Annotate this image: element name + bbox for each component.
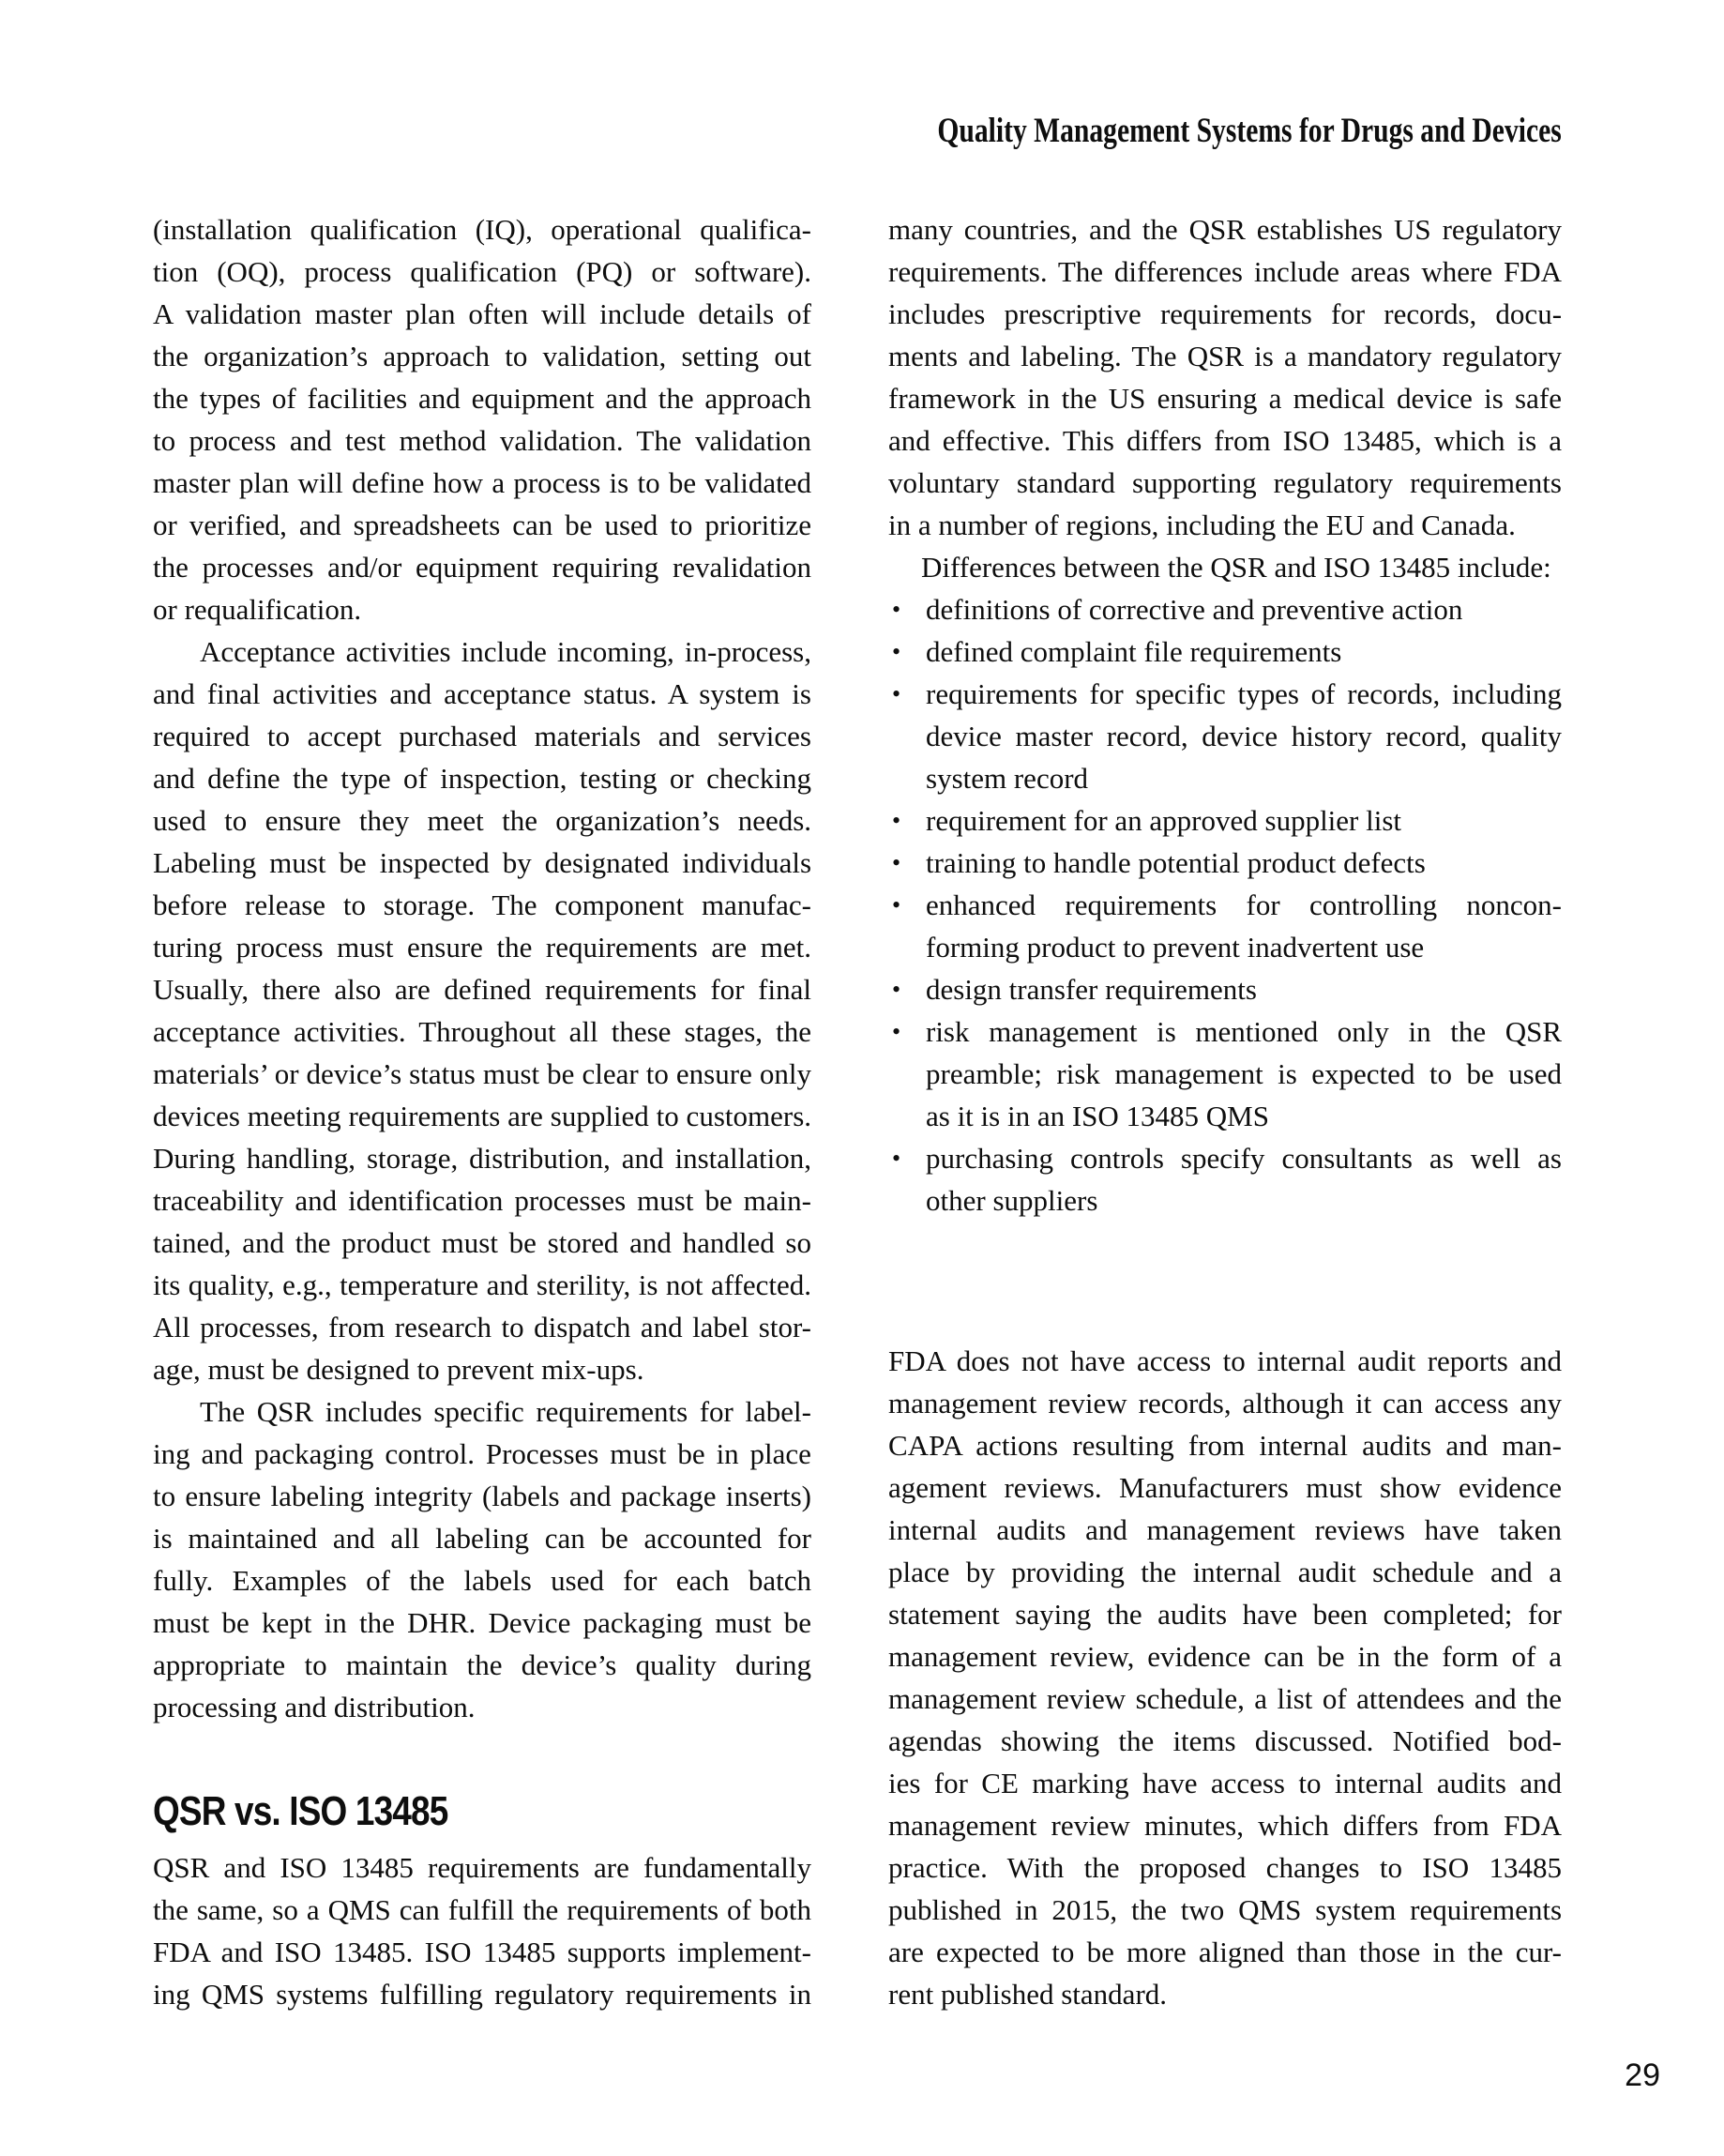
text-line <box>153 1348 811 1390</box>
text-line-content: Acceptance activities include incoming, in-process, <box>200 635 811 668</box>
text-line <box>153 504 811 546</box>
text-line <box>888 1678 1562 1720</box>
text-line-content: system record <box>926 762 1089 795</box>
text-line <box>888 1551 1562 1593</box>
text-line <box>888 1424 1562 1466</box>
bullet-item <box>888 799 1562 842</box>
text-line <box>888 1466 1562 1509</box>
text-line <box>153 588 811 630</box>
text-line-content: CAPA actions resulting from internal audits and man- <box>888 1429 1562 1462</box>
text-line <box>153 1973 811 2015</box>
text-line <box>926 1095 1562 1137</box>
text-line-content: A validation master plan often will include details of <box>153 297 811 330</box>
section-heading <box>153 1790 811 1833</box>
text-line-content: internal audits and management reviews have taken <box>888 1513 1562 1546</box>
text-line-content: devices meeting requirements are supplied to customers. <box>153 1100 812 1132</box>
text-line-content: management review records, although it can access any <box>888 1387 1562 1420</box>
text-line <box>888 1509 1562 1551</box>
text-line-content: are expected to be more aligned than those in the cur- <box>888 1936 1562 1968</box>
text-line <box>153 1475 811 1517</box>
text-line <box>153 208 811 251</box>
text-line <box>926 630 1562 673</box>
text-line-content: and final activities and acceptance status. A system is <box>153 677 811 710</box>
text-line-content: required to accept purchased materials and services <box>153 720 811 752</box>
text-line-content: purchasing controls specify consultants as well as <box>926 1142 1562 1175</box>
text-line <box>926 799 1562 842</box>
text-line-content: management review schedule, a list of attendees and the <box>888 1682 1562 1715</box>
text-line-content: appropriate to maintain the device’s quality during <box>153 1648 812 1681</box>
text-line-content: agement reviews. Manufacturers must show evidence <box>888 1471 1562 1504</box>
section-heading-text: QSR vs. ISO 13485 <box>153 1788 448 1834</box>
text-line <box>153 799 811 842</box>
text-line <box>926 1179 1562 1222</box>
bullet-item <box>888 673 1562 799</box>
text-line <box>926 1053 1562 1095</box>
text-line-content: management review, evidence can be in the form of a <box>888 1640 1562 1673</box>
text-line <box>926 884 1562 926</box>
text-line-content: The QSR includes specific requirements for label- <box>200 1395 811 1428</box>
text-line-content: must be kept in the DHR. Device packaging must be <box>153 1606 811 1639</box>
text-line-content: FDA does not have access to internal audit reports and <box>888 1344 1563 1377</box>
bullet-icon: • <box>892 638 901 665</box>
text-line-content: many countries, and the QSR establishes US regulatory <box>888 213 1562 246</box>
text-line-content: rent published standard. <box>888 1978 1168 2011</box>
right-column <box>888 208 1562 2015</box>
paragraph <box>153 1846 811 2015</box>
page-number: 29 <box>1625 2057 1660 2093</box>
text-line <box>888 1382 1562 1424</box>
text-line-content: Differences between the QSR and ISO 13485 include: <box>921 551 1551 584</box>
text-line-content: FDA and ISO 13485. ISO 13485 supports implement- <box>153 1936 811 1968</box>
text-line <box>153 251 811 293</box>
text-line <box>153 335 811 377</box>
text-line <box>153 1264 811 1306</box>
bullet-icon: • <box>892 596 901 623</box>
text-line <box>153 1889 811 1931</box>
text-line-content: definitions of corrective and preventive action <box>926 593 1463 626</box>
text-line <box>153 1644 811 1686</box>
text-line <box>153 546 811 588</box>
text-line <box>153 419 811 462</box>
text-line <box>888 251 1562 293</box>
text-line <box>153 1846 811 1889</box>
text-line-content: All processes, from research to dispatch and label stor- <box>153 1311 811 1344</box>
text-line-content: processing and distribution. <box>153 1691 476 1723</box>
text-line-content: its quality, e.g., temperature and sterility, is not affected. <box>153 1268 811 1301</box>
text-line-content: statement saying the audits have been completed; for <box>888 1598 1562 1631</box>
text-line <box>926 1137 1562 1179</box>
text-line-content: preamble; risk management is expected to be used <box>926 1057 1562 1090</box>
text-line-content: device master record, device history record, quality <box>926 720 1562 752</box>
text-line <box>888 1340 1562 1382</box>
text-line-content: training to handle potential product defects <box>926 846 1426 879</box>
text-line-content: management review minutes, which differs from FDA <box>888 1809 1562 1842</box>
text-line <box>153 630 811 673</box>
text-line <box>153 1686 811 1728</box>
bullet-icon: • <box>892 976 901 1003</box>
bullet-item <box>888 1137 1562 1222</box>
text-line <box>153 757 811 799</box>
text-line <box>153 1602 811 1644</box>
text-line-content: ing QMS systems fulfilling regulatory requirements in <box>153 1978 811 2011</box>
text-line <box>888 546 1562 588</box>
text-line-content: to ensure labeling integrity (labels and package inserts) <box>153 1480 811 1512</box>
text-line-content: place by providing the internal audit schedule and a <box>888 1556 1562 1588</box>
bullet-item <box>888 842 1562 884</box>
bullet-icon: • <box>892 849 901 876</box>
text-line <box>888 462 1562 504</box>
text-line-content: or requalification. <box>153 593 362 626</box>
text-line-content: agendas showing the items discussed. Notified bod- <box>888 1724 1562 1757</box>
text-line <box>926 968 1562 1010</box>
left-column <box>153 208 811 2015</box>
bullet-icon: • <box>892 807 901 834</box>
text-line <box>153 377 811 419</box>
paragraph <box>888 546 1562 588</box>
text-line-content: During handling, storage, distribution, and installation, <box>153 1142 811 1175</box>
text-line <box>888 1846 1562 1889</box>
text-line <box>153 1222 811 1264</box>
text-line <box>888 419 1562 462</box>
text-line-content: forming product to prevent inadvertent use <box>926 931 1425 964</box>
text-line <box>153 1559 811 1602</box>
text-line-content: design transfer requirements <box>926 973 1257 1006</box>
text-line-content: turing process must ensure the requirements are met. <box>153 931 811 964</box>
text-line-content: traceability and identification processes must be main- <box>153 1184 811 1217</box>
text-line-content: practice. With the proposed changes to ISO 13485 <box>888 1851 1562 1884</box>
text-line <box>153 1095 811 1137</box>
text-line <box>153 1010 811 1053</box>
text-line <box>153 1053 811 1095</box>
text-line <box>153 1517 811 1559</box>
text-line <box>888 1889 1562 1931</box>
text-line-content: Labeling must be inspected by designated individuals <box>153 846 812 879</box>
text-line-content: or verified, and spreadsheets can be used to prioritize <box>153 509 811 541</box>
text-line-content: and effective. This differs from ISO 13485, which is a <box>888 424 1563 457</box>
text-line-content: fully. Examples of the labels used for each batch <box>153 1564 811 1597</box>
text-line-content: in a number of regions, including the EU and Canada. <box>888 509 1516 541</box>
running-head <box>153 109 1562 154</box>
text-line <box>153 1137 811 1179</box>
text-line-content: materials’ or device’s status must be clear to ensure only <box>153 1057 811 1090</box>
text-line-content: is maintained and all labeling can be accounted for <box>153 1522 812 1555</box>
text-line <box>888 1973 1562 2015</box>
text-line <box>153 968 811 1010</box>
text-line <box>153 1179 811 1222</box>
bullet-item <box>888 884 1562 968</box>
text-line-content: tained, and the product must be stored and handled so <box>153 1226 811 1259</box>
text-line-content: ing and packaging control. Processes must be in place <box>153 1437 811 1470</box>
text-line-content: tion (OQ), process qualification (PQ) or software). <box>153 255 811 288</box>
text-line-content: requirement for an approved supplier list <box>926 804 1402 837</box>
text-line-content: includes prescriptive requirements for records, docu- <box>888 297 1563 330</box>
text-line <box>888 1720 1562 1762</box>
paragraph <box>153 1390 811 1728</box>
text-line <box>888 504 1562 546</box>
bullet-item <box>888 588 1562 630</box>
text-line-content: acceptance activities. Throughout all these stages, the <box>153 1015 811 1048</box>
text-line <box>153 1306 811 1348</box>
text-line-content: Usually, there also are defined requirements for final <box>153 973 811 1006</box>
text-line <box>888 208 1562 251</box>
text-line-content: to process and test method validation. The validation <box>153 424 812 457</box>
text-line <box>926 673 1562 715</box>
bullet-icon: • <box>892 1018 901 1045</box>
text-line <box>153 1390 811 1433</box>
paragraph <box>153 630 811 1390</box>
bullet-icon: • <box>892 680 901 707</box>
text-line-content: published in 2015, the two QMS system requirements <box>888 1893 1563 1926</box>
text-line-content: framework in the US ensuring a medical device is safe <box>888 382 1562 415</box>
bullet-item <box>888 968 1562 1010</box>
text-line <box>888 1804 1562 1846</box>
text-line <box>153 884 811 926</box>
text-line <box>153 293 811 335</box>
text-line <box>926 757 1562 799</box>
text-line-content: (installation qualification (IQ), operational qualifica- <box>153 213 811 246</box>
bullet-icon: • <box>892 891 901 919</box>
text-line-content: the same, so a QMS can fulfill the requirements of both <box>153 1893 811 1926</box>
text-line-content: the types of facilities and equipment and the approach <box>153 382 812 415</box>
paragraph <box>888 208 1562 546</box>
text-line-content: master plan will define how a process is to be validated <box>153 466 811 499</box>
text-line <box>153 715 811 757</box>
text-line <box>926 842 1562 884</box>
bullet-item <box>888 1010 1562 1137</box>
text-line <box>888 293 1562 335</box>
text-line-content: the organization’s approach to validation, setting out <box>153 340 812 372</box>
text-line-content: before release to storage. The component manufac- <box>153 888 811 921</box>
text-line <box>153 842 811 884</box>
text-line-content: used to ensure they meet the organization’s needs. <box>153 804 812 837</box>
text-line-content: the processes and/or equipment requiring revalidation <box>153 551 812 584</box>
text-line <box>888 377 1562 419</box>
paragraph <box>888 1340 1562 2015</box>
running-head-title: Quality Management Systems for Drugs and Devices <box>937 112 1562 150</box>
text-line <box>888 1593 1562 1635</box>
text-line <box>888 1931 1562 1973</box>
text-line-content: risk management is mentioned only in the QSR <box>926 1015 1563 1048</box>
paragraph <box>153 208 811 630</box>
text-line-content: ments and labeling. The QSR is a mandatory regulatory <box>888 340 1563 372</box>
bullet-item <box>888 630 1562 673</box>
text-line <box>153 673 811 715</box>
text-line-content: requirements for specific types of records, including <box>926 677 1563 710</box>
text-line <box>926 1010 1562 1053</box>
text-line-content: QSR and ISO 13485 requirements are fundamentally <box>153 1851 812 1884</box>
text-line <box>926 715 1562 757</box>
text-line-content: age, must be designed to prevent mix-ups. <box>153 1353 644 1386</box>
text-line-content: voluntary standard supporting regulatory requirements <box>888 466 1562 499</box>
bullet-icon: • <box>892 1145 901 1172</box>
text-line-content: requirements. The differences include areas where FDA <box>888 255 1562 288</box>
text-line <box>888 1762 1562 1804</box>
text-line-content: ies for CE marking have access to internal audits and <box>888 1767 1563 1799</box>
text-line <box>153 462 811 504</box>
text-line-content: and define the type of inspection, testing or checking <box>153 762 812 795</box>
text-line-content: as it is in an ISO 13485 QMS <box>926 1100 1269 1132</box>
text-line <box>888 1635 1562 1678</box>
text-line <box>153 1931 811 1973</box>
text-line <box>153 1433 811 1475</box>
text-line <box>926 926 1562 968</box>
text-line-content: other suppliers <box>926 1184 1098 1217</box>
text-line-content: enhanced requirements for controlling noncon- <box>926 888 1562 921</box>
text-line <box>888 335 1562 377</box>
text-line-content: defined complaint file requirements <box>926 635 1342 668</box>
text-line <box>926 588 1562 630</box>
text-line <box>153 926 811 968</box>
